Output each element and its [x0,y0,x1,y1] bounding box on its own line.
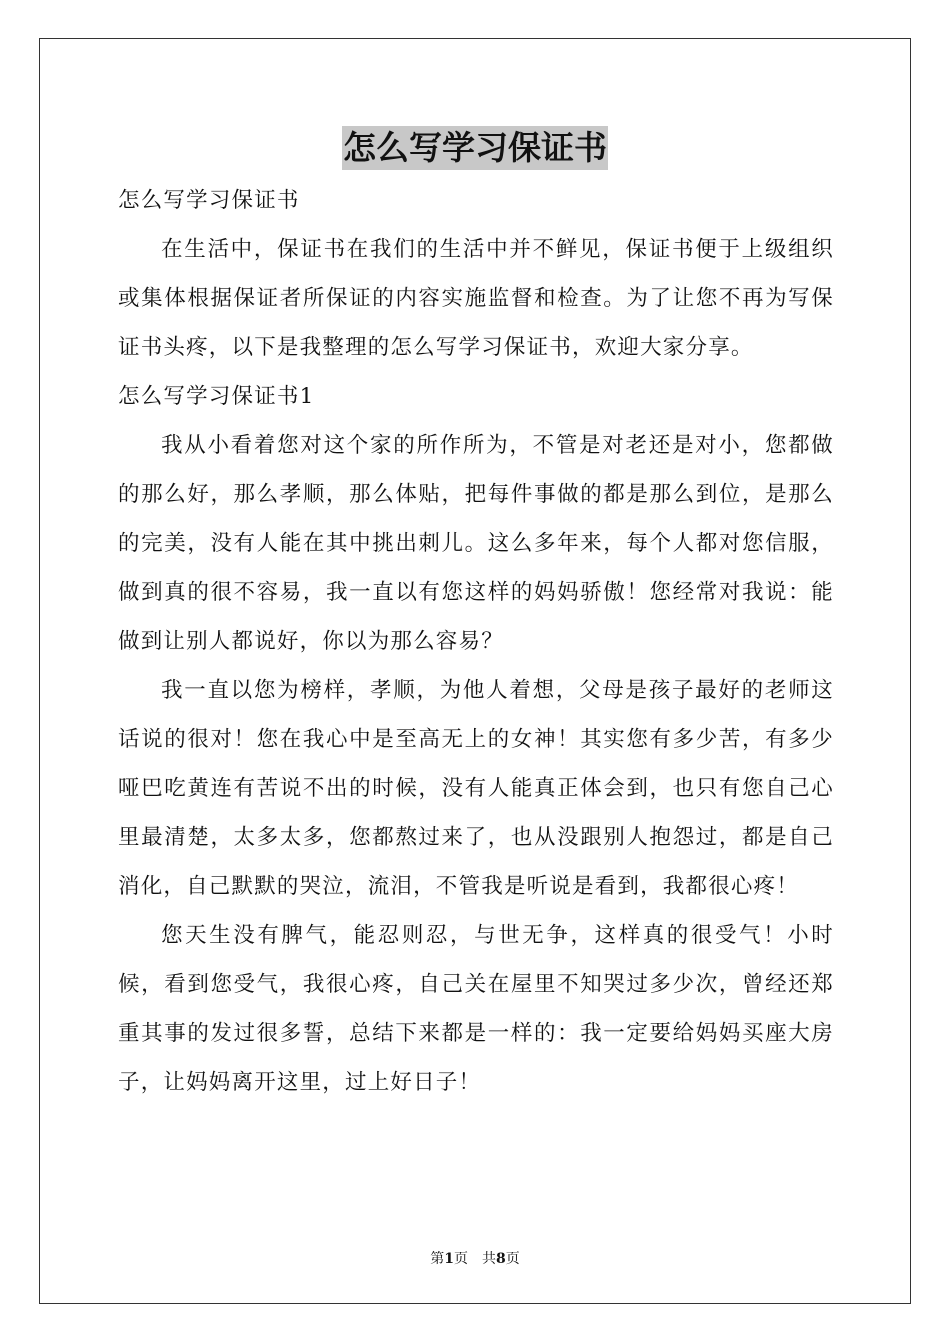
paragraph: 您天生没有脾气，能忍则忍，与世无争，这样真的很受气！小时候，看到您受气，我很心疼，自己关在屋里不知哭过多少次，曾经还郑重其事的发过很多誓，总结下来都是一样的：我一定要给妈妈买座大房子，让妈妈离开这里，过上好日子！ [118,923,834,1095]
document-body [118,176,834,1107]
page-current-number: 1 [444,1251,454,1267]
page-prefix: 第 [430,1251,445,1267]
title-container [0,126,950,170]
page-footer [0,1248,950,1268]
page-mid: 页 共 [454,1251,496,1267]
document-title: 怎么写学习保证书 [342,126,608,170]
paragraph: 我从小看着您对这个家的所作所为，不管是对老还是对小，您都做的那么好，那么孝顺，那么体贴，把每件事做的都是那么到位，是那么的完美，没有人能在其中挑出刺儿。这么多年来，每个人都对您信服，做到真的很不容易，我一直以有您这样的妈妈骄傲！您经常对我说：能做到让别人都说好，你以为那么容易？ [118,433,834,654]
paragraph: 我一直以您为榜样，孝顺，为他人着想，父母是孩子最好的老师这话说的很对！您在我心中是至高无上的女神！其实您有多少苦，有多少哑巴吃黄连有苦说不出的时候，没有人能真正体会到，也只有您自己心里最清楚，太多太多，您都熬过来了，也从没跟别人抱怨过，都是自己消化，自己默默的哭泣，流泪，不管我是听说是看到，我都很心疼！ [118,678,834,899]
page-total-number: 8 [496,1251,506,1267]
page-suffix: 页 [505,1251,520,1267]
paragraph: 在生活中，保证书在我们的生活中并不鲜见，保证书便于上级组织或集体根据保证者所保证的内容实施监督和检查。为了让您不再为写保证书头疼，以下是我整理的怎么写学习保证书，欢迎大家分享。 [118,237,834,360]
paragraph: 怎么写学习保证书1 [118,384,315,409]
paragraph: 怎么写学习保证书 [118,188,300,213]
